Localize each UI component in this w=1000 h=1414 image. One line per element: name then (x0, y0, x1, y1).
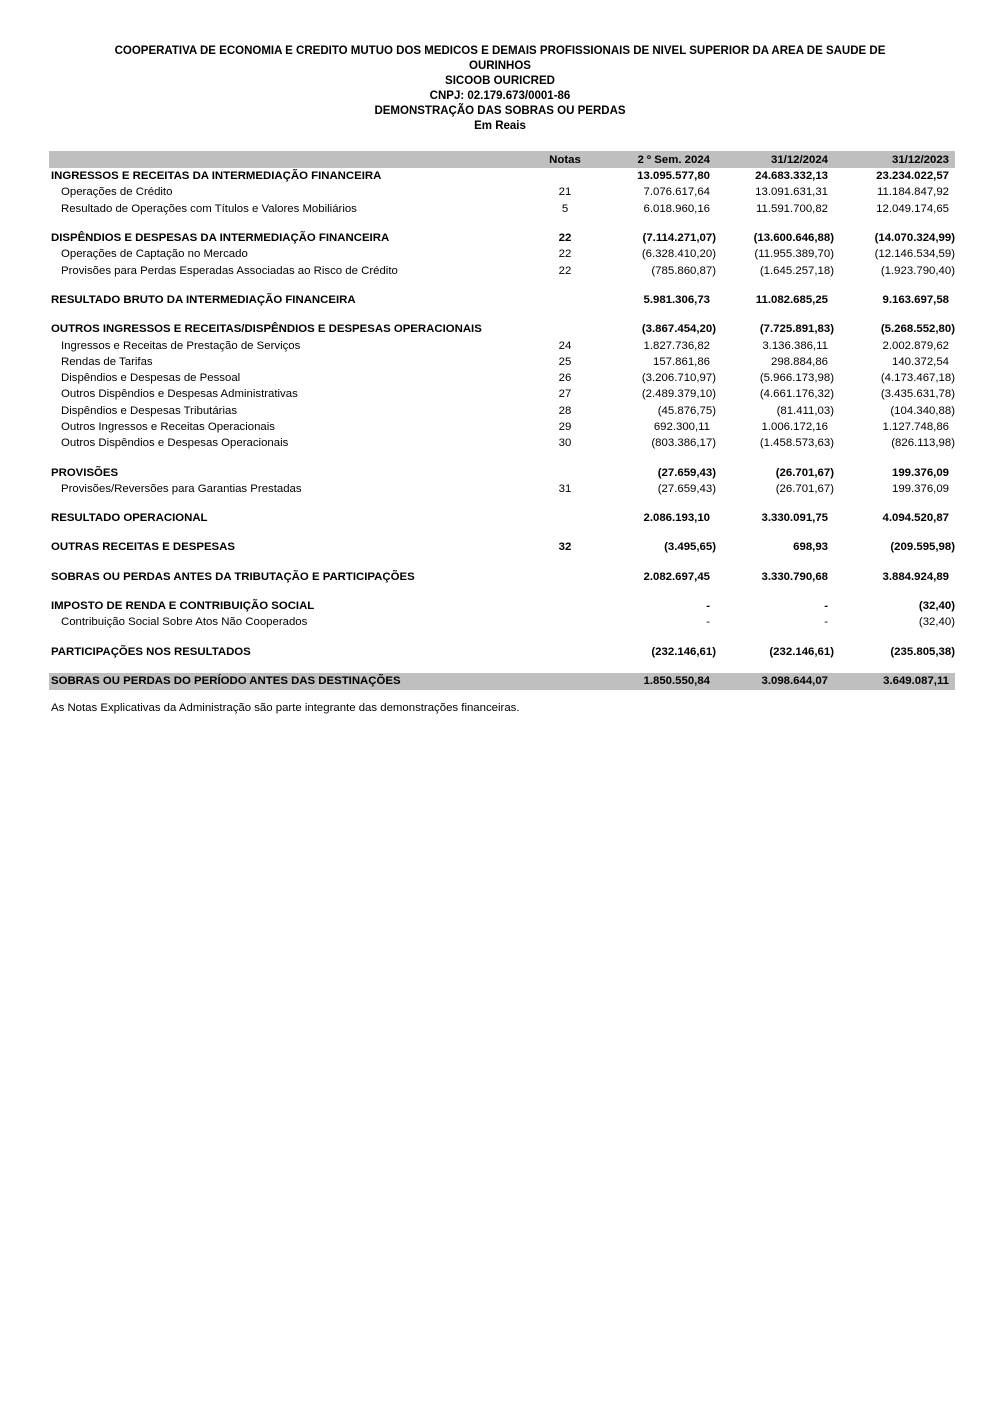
row-value-2024: (1.645.257,18) (759, 264, 834, 277)
row-value-2023: 11.184.847,92 (877, 186, 949, 199)
footnote: As Notas Explicativas da Administração são parte integrante das demonstrações financeiras. (51, 702, 520, 714)
row-label: SOBRAS OU PERDAS DO PERÍODO ANTES DAS DESTINAÇÕES (51, 675, 401, 688)
row-value-sem2024: 7.076.617,64 (643, 186, 710, 199)
spacer-row (49, 526, 955, 539)
row-value-2024: (4.661.176,32) (759, 388, 834, 401)
row-value-2024: (11.955.389,70) (754, 248, 834, 261)
income-statement-table (49, 151, 955, 690)
row-label: Outros Dispêndios e Despesas Administrativas (61, 388, 298, 401)
row-value-sem2024: - (706, 616, 710, 629)
row-label: PROVISÕES (51, 466, 119, 479)
column-header-31-12-2024: 31/12/2024 (770, 153, 828, 166)
row-value-2023: 2.002.879,62 (882, 339, 949, 352)
table-row (49, 168, 955, 184)
spacer-row (49, 451, 955, 464)
row-value-2024: (1.458.573,63) (759, 437, 834, 450)
spacer-row (49, 660, 955, 673)
row-value-sem2024: (45.876,75) (657, 404, 716, 417)
row-value-sem2024: (3.206.710,97) (641, 372, 716, 385)
table-row (49, 386, 955, 402)
row-value-sem2024: 6.018.960,16 (643, 202, 710, 215)
row-label: Outros Dispêndios e Despesas Operacionais (61, 437, 289, 450)
row-nota: 22 (558, 248, 572, 261)
table-row (49, 673, 955, 690)
row-value-2024: (26.701,67) (775, 466, 834, 479)
row-value-sem2024: (3.495,65) (664, 541, 716, 554)
row-value-2023: 12.049.174,65 (876, 202, 949, 215)
cooperative-name-line2: OURINHOS (469, 60, 531, 72)
row-value-sem2024: 2.082.697,45 (643, 570, 710, 583)
row-value-sem2024: (27.659,43) (657, 466, 716, 479)
row-value-sem2024: 13.095.577,80 (637, 170, 710, 183)
table-row (49, 598, 955, 614)
row-value-2024: 698,93 (793, 541, 828, 554)
row-value-2023: 140.372,54 (891, 355, 949, 368)
table-row (49, 184, 955, 200)
row-value-sem2024: 1.827.736,82 (643, 339, 710, 352)
table-row (49, 246, 955, 262)
table-body (49, 168, 955, 690)
table-row (49, 292, 955, 308)
row-nota: 27 (558, 388, 572, 401)
row-value-sem2024: (803.386,17) (651, 437, 716, 450)
row-nota: 21 (558, 186, 572, 199)
row-value-2023: (209.595,98) (890, 541, 955, 554)
spacer-row (49, 631, 955, 644)
spacer-row (49, 308, 955, 321)
row-value-2024: - (824, 600, 828, 613)
row-value-2023: (32,40) (918, 600, 955, 613)
row-value-sem2024: (2.489.379,10) (641, 388, 716, 401)
row-value-2024: (13.600.646,88) (753, 232, 834, 245)
row-value-2024: (5.966.173,98) (759, 372, 834, 385)
table-row (49, 230, 955, 246)
table-row (49, 403, 955, 419)
entity-name: SICOOB OURICRED (445, 75, 555, 87)
table-row (49, 262, 955, 278)
row-label: Dispêndios e Despesas Tributárias (61, 404, 238, 417)
row-value-2023: (235.805,38) (890, 645, 955, 658)
row-value-2024: 13.091.631,31 (755, 186, 828, 199)
row-label: Contribuição Social Sobre Atos Não Cooperados (61, 616, 308, 629)
table-row (49, 337, 955, 353)
row-value-sem2024: (27.659,43) (657, 482, 716, 495)
row-nota: 25 (558, 355, 572, 368)
column-header-31-12-2023: 31/12/2023 (891, 153, 949, 166)
cnpj-line: CNPJ: 02.179.673/0001-86 (429, 90, 571, 102)
row-label: IMPOSTO DE RENDA E CONTRIBUIÇÃO SOCIAL (51, 600, 315, 613)
row-label: Ingressos e Receitas de Prestação de Serviços (61, 339, 301, 352)
statement-title: DEMONSTRAÇÃO DAS SOBRAS OU PERDAS (374, 105, 626, 117)
row-value-sem2024: 2.086.193,10 (643, 512, 710, 525)
row-value-2023: (5.268.552,80) (880, 323, 955, 336)
table-row (49, 321, 955, 337)
row-value-2024: (26.701,67) (775, 482, 834, 495)
table-row (49, 435, 955, 451)
row-value-sem2024: 157.861,86 (652, 355, 710, 368)
row-value-2023: 23.234.022,57 (876, 170, 949, 183)
row-label: OUTRAS RECEITAS E DESPESAS (51, 541, 235, 554)
spacer-row (49, 497, 955, 510)
spacer-row (49, 217, 955, 230)
row-value-2023: 1.127.748,86 (882, 421, 949, 433)
row-label: Operações de Captação no Mercado (61, 248, 248, 261)
table-row (49, 644, 955, 660)
row-nota: 28 (558, 404, 572, 417)
row-value-2024: (81.411,03) (776, 404, 834, 417)
row-label: RESULTADO BRUTO DA INTERMEDIAÇÃO FINANCEIRA (51, 293, 356, 306)
table-row (49, 510, 955, 526)
row-label: Operações de Crédito (61, 186, 173, 199)
row-label: INGRESSOS E RECEITAS DA INTERMEDIAÇÃO FINANCEIRA (51, 170, 382, 183)
row-value-2024: 3.136.386,11 (762, 339, 828, 352)
row-nota: 32 (558, 541, 572, 554)
row-value-2023: (14.070.324,99) (874, 232, 955, 245)
row-value-2024: 298.884,86 (770, 355, 828, 368)
table-row (49, 569, 955, 585)
spacer-row (49, 585, 955, 598)
row-value-2024: (232.146,61) (769, 645, 834, 658)
row-label: Provisões/Reversões para Garantias Prestadas (61, 482, 302, 495)
table-row (49, 464, 955, 480)
row-value-2023: (32,40) (918, 616, 955, 629)
row-label: OUTROS INGRESSOS E RECEITAS/DISPÊNDIOS E DESPESAS OPERACIONAIS (51, 323, 482, 336)
row-label: Dispêndios e Despesas de Pessoal (61, 372, 241, 385)
row-value-sem2024: (7.114.271,07) (642, 232, 716, 245)
row-nota: 5 (561, 202, 569, 215)
table-row (49, 539, 955, 555)
row-value-2023: 199.376,09 (891, 466, 949, 479)
row-nota: 29 (558, 421, 572, 433)
row-value-2023: 4.094.520,87 (882, 512, 949, 525)
row-value-2023: (12.146.534,59) (874, 248, 955, 261)
row-value-sem2024: (6.328.410,20) (641, 248, 716, 261)
row-label: RESULTADO OPERACIONAL (51, 512, 208, 525)
row-nota: 24 (558, 339, 572, 352)
row-nota: 26 (558, 372, 572, 385)
row-value-2024: 3.330.091,75 (761, 512, 828, 525)
row-value-2024: (7.725.891,83) (759, 323, 834, 336)
table-row (49, 614, 955, 630)
row-label: Resultado de Operações com Títulos e Valores Mobiliários (61, 202, 357, 215)
row-value-sem2024: 5.981.306,73 (643, 293, 710, 306)
table-row (49, 354, 955, 370)
row-value-sem2024: (785.860,87) (651, 264, 716, 277)
table-header-row (49, 151, 955, 168)
row-value-2023: 9.163.697,58 (882, 293, 949, 306)
row-label: Rendas de Tarifas (61, 355, 153, 368)
row-value-2023: 199.376,09 (891, 482, 949, 495)
row-value-2023: 3.649.087,11 (883, 675, 949, 688)
table-row (49, 481, 955, 497)
row-value-2023: (104.340,88) (890, 404, 955, 417)
table-row (49, 201, 955, 217)
column-header-notas: Notas (549, 153, 581, 166)
row-value-2023: (1.923.790,40) (880, 264, 955, 277)
row-nota: 22 (558, 232, 572, 245)
row-value-2023: (3.435.631,78) (880, 388, 955, 401)
row-label: DISPÊNDIOS E DESPESAS DA INTERMEDIAÇÃO FINANCEIRA (51, 232, 390, 245)
row-value-2024: - (824, 616, 828, 629)
spacer-row (49, 556, 955, 569)
row-nota: 31 (558, 482, 572, 495)
cooperative-name-line1: COOPERATIVA DE ECONOMIA E CREDITO MUTUO DOS MEDICOS E DEMAIS PROFISSIONAIS DE NIVEL SUPERIOR DA AREA DE SAUDE DE (114, 45, 886, 57)
row-value-sem2024: 692.300,11 (653, 421, 710, 433)
table-row (49, 419, 955, 435)
row-value-2023: (4.173.467,18) (880, 372, 955, 385)
row-value-2024: 11.591.700,82 (756, 202, 828, 215)
currency-unit: Em Reais (474, 120, 526, 132)
row-label: PARTICIPAÇÕES NOS RESULTADOS (51, 645, 251, 658)
document-header (0, 0, 1000, 134)
row-value-sem2024: (232.146,61) (651, 645, 716, 658)
row-label: Outros Ingressos e Receitas Operacionais (61, 421, 275, 433)
spacer-row (49, 279, 955, 292)
row-nota: 22 (558, 264, 572, 277)
row-value-2024: 1.006.172,16 (761, 421, 828, 433)
row-nota: 30 (558, 437, 572, 450)
row-value-2024: 11.082.685,25 (755, 293, 828, 306)
row-value-2024: 3.330.790,68 (761, 570, 828, 583)
row-value-2023: 3.884.924,89 (882, 570, 949, 583)
row-value-sem2024: 1.850.550,84 (643, 675, 710, 688)
row-value-2023: (826.113,98) (891, 437, 955, 450)
row-value-sem2024: (3.867.454,20) (641, 323, 716, 336)
row-label: SOBRAS OU PERDAS ANTES DA TRIBUTAÇÃO E PARTICIPAÇÕES (51, 570, 415, 583)
row-value-sem2024: - (706, 600, 710, 613)
table-row (49, 370, 955, 386)
row-label: Provisões para Perdas Esperadas Associadas ao Risco de Crédito (61, 264, 398, 277)
row-value-2024: 3.098.644,07 (761, 675, 828, 688)
column-header-sem2024: 2 º Sem. 2024 (637, 153, 710, 166)
row-value-2024: 24.683.332,13 (755, 170, 828, 183)
